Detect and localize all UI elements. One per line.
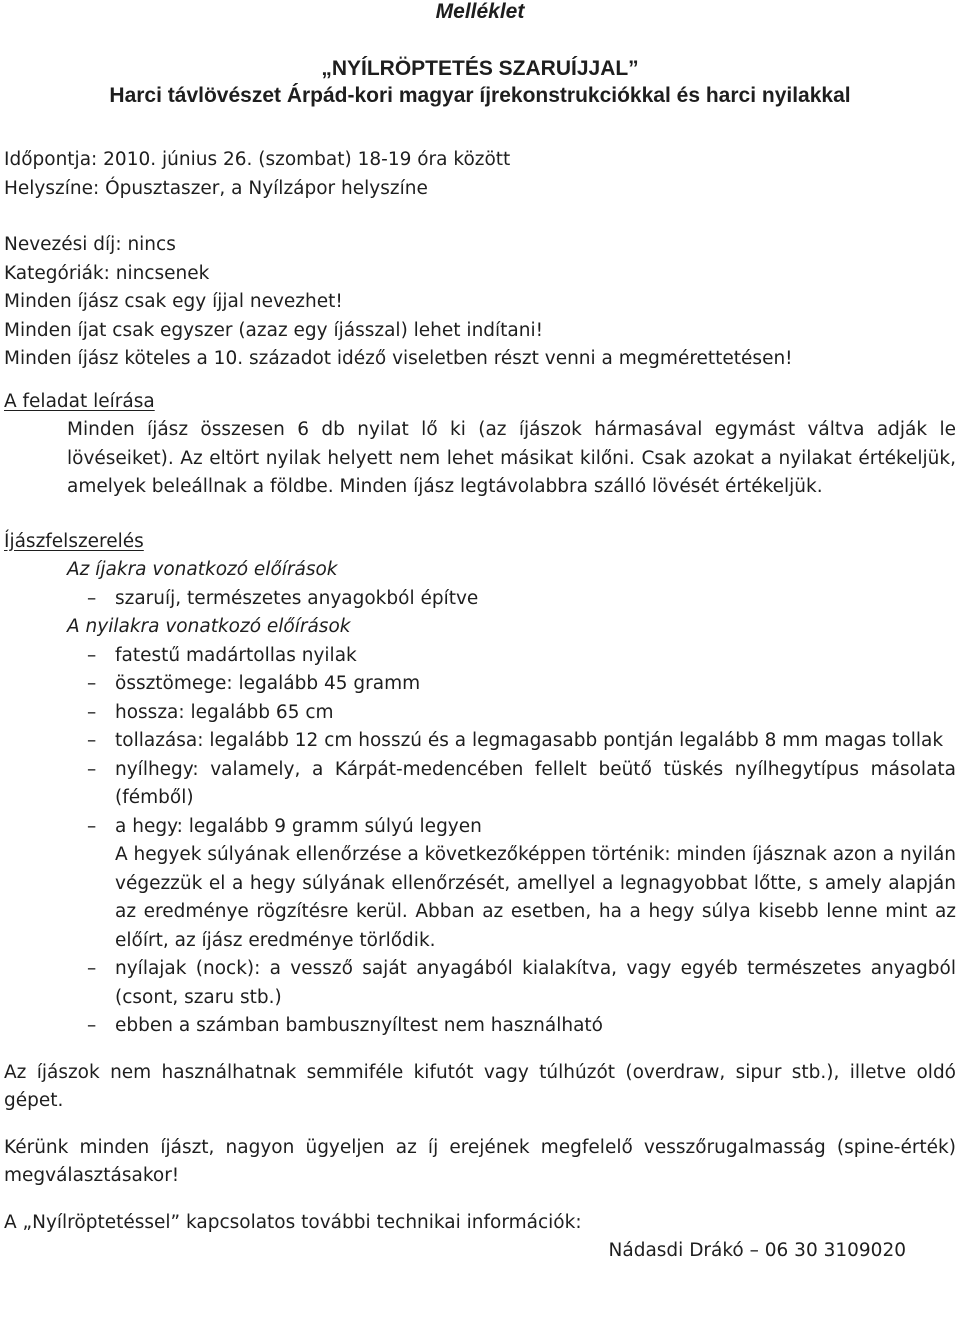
bow-rules-list <box>4 585 956 614</box>
entry-rules <box>4 231 956 374</box>
document-header <box>4 0 956 110</box>
contact-intro: A „Nyílröptetéssel” kapcsolatos további technikai információk: <box>4 1211 582 1233</box>
entry-one-start: Minden íjat csak egyszer (azaz egy íjásszal) lehet indítani! <box>4 319 544 341</box>
document-subtitle: Harci távlövészet Árpád-kori magyar íjrekonstrukciókkal és harci nyilakkal <box>109 84 851 107</box>
entry-one-bow: Minden íjász csak egy íjjal nevezhet! <box>4 291 343 312</box>
contact-signature: Nádasdi Drákó – 06 30 3109020 <box>608 1240 906 1261</box>
task-description: Minden íjász összesen 6 db nyilat lő ki (az íjászok hármasával egymást váltva adják le lövéseiket). Az eltört nyilak helyett nem lehet másikat kilőni. Csak azokat a nyilakat értékeljük, amelyek beleállnak a földbe. Minden íjász legtávolabbra szálló lövését értékeljük. <box>67 419 956 497</box>
event-time: Időpontja: 2010. június 26. (szombat) 18-19 óra között <box>4 149 511 170</box>
no-aids-note: Az íjászok nem használhatnak semmiféle kifutót vagy túlhúzót (overdraw, sipur stb.), illetve oldó gépet. <box>4 1061 956 1111</box>
event-place: Helyszíne: Ópusztaszer, a Nyílzápor helyszíne <box>4 177 428 199</box>
list-item: – nyílhegy: valamely, a Kárpát-medencében fellelt beütő tüskés nyílhegytípus másolata (fémből) <box>87 758 956 808</box>
list-item: – össztömege: legalább 45 gramm <box>87 673 421 694</box>
list-item: – ebben a számban bambusznyíltest nem használható <box>87 1015 604 1036</box>
list-item: – nyílajak (nock): a vessző saját anyagából kialakítva, vagy egyéb természetes anyagból (csont, szaru stb.) <box>87 958 956 1008</box>
task-heading: A feladat leírása <box>4 390 155 412</box>
list-item: – fatestű madártollas nyilak <box>87 644 357 666</box>
arrow-rules-list <box>4 642 956 1041</box>
event-meta <box>4 146 956 203</box>
equipment-section <box>4 528 956 1041</box>
spine-note: Kérünk minden íjászt, nagyon ügyeljen az íj erejének megfelelő vesszőrugalmasság (spine-érték) megválasztásakor! <box>4 1136 956 1186</box>
entry-costume: Minden íjász köteles a 10. századot idéző viseletben részt venni a megmérettetésen! <box>4 348 793 369</box>
appendix-label: Melléklet <box>435 0 525 23</box>
task-section <box>4 388 956 502</box>
equipment-heading: Íjászfelszerelés <box>4 530 144 552</box>
bow-rules-title: Az íjakra vonatkozó előírások <box>67 559 338 580</box>
list-item: – hossza: legalább 65 cm <box>87 701 334 723</box>
list-item: – szaruíj, természetes anyagokból építve <box>87 587 479 609</box>
list-item: – tollazása: legalább 12 cm hosszú és a legmagasabb pontján legalább 8 mm magas tollak <box>87 730 944 751</box>
arrow-rules-title: A nyilakra vonatkozó előírások <box>67 616 351 637</box>
weight-check-note: A hegyek súlyának ellenőrzése a következőképpen történik: minden íjásznak azon a nyilán végezzük el a hegy súlyának ellenőrzését, amellyel a legnagyobbat lőtte, s amely alapján az eredménye rögzítésre kerül. Abban az esetben, ha a hegy súlya kisebb lenne mint az előírt, az íjász eredménye törlődik. <box>115 844 956 951</box>
list-item: – a hegy: legalább 9 gramm súlyú legyen <box>87 815 482 837</box>
entry-fee: Nevezési díj: nincs <box>4 234 176 255</box>
document-title: „NYÍLRÖPTETÉS SZARUÍJJAL” <box>321 57 639 80</box>
entry-categories: Kategóriák: nincsenek <box>4 262 210 284</box>
